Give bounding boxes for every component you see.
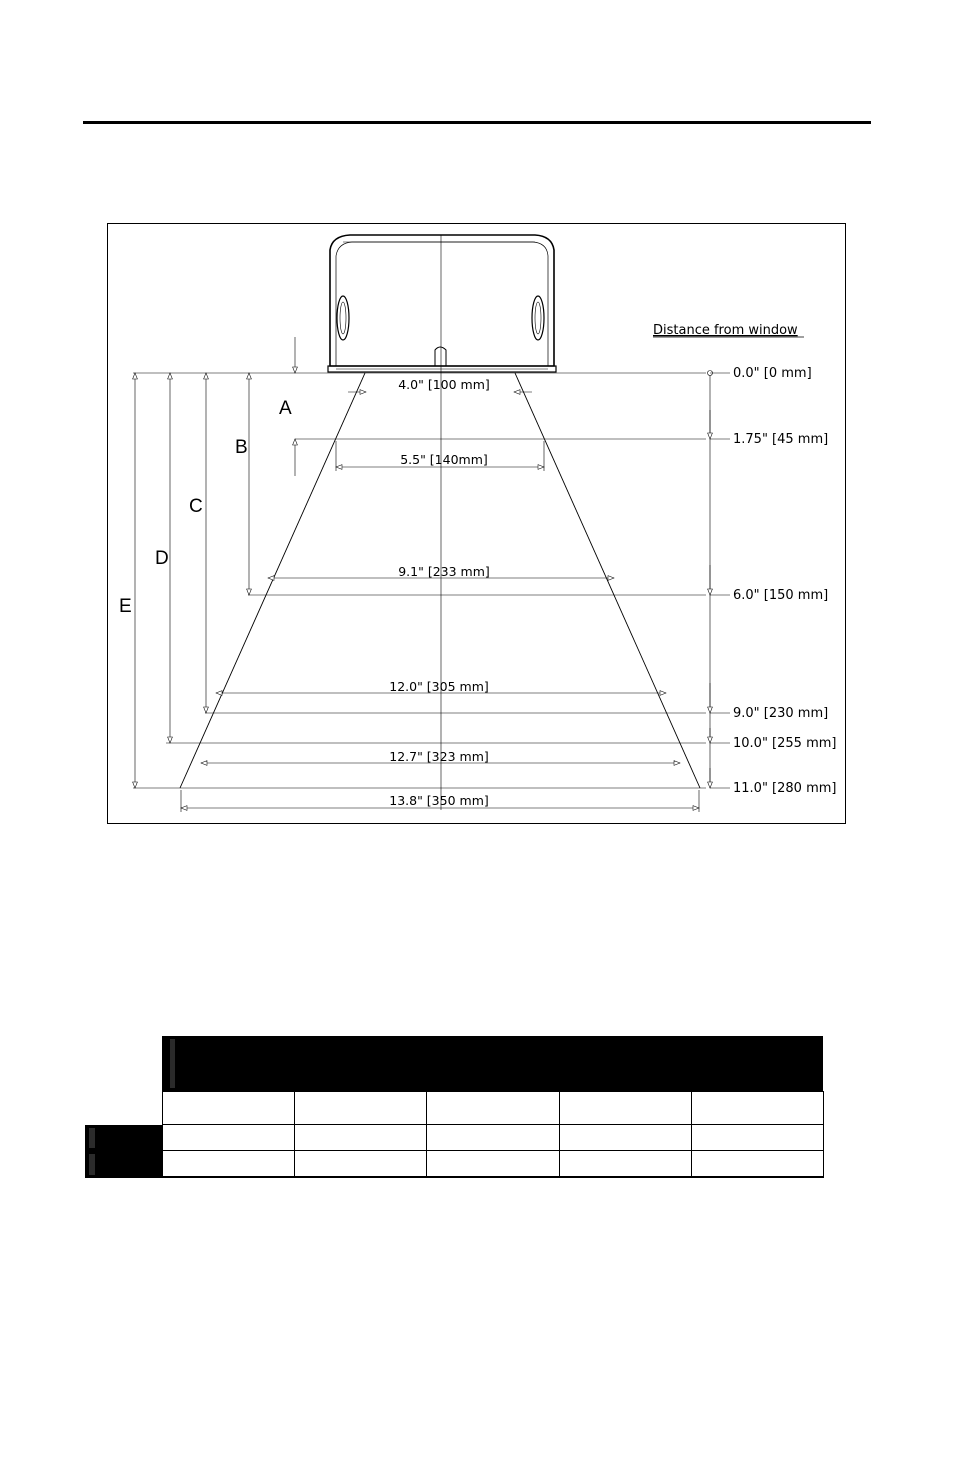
table-cell: [559, 1151, 691, 1178]
range-letter-b: B: [235, 437, 248, 458]
table-cell: [691, 1125, 824, 1151]
table-cell: [426, 1125, 558, 1151]
row-header-accent: [89, 1128, 95, 1148]
dimension-lines: [133, 235, 730, 812]
row-header-accent: [89, 1154, 95, 1175]
table-corner-cell: [85, 1091, 162, 1125]
distance-label-4: 10.0" [255 mm]: [733, 736, 837, 751]
table-cell: [559, 1125, 691, 1151]
width-label-3: 12.0" [305 mm]: [389, 679, 489, 694]
distance-label-1: 1.75" [45 mm]: [733, 432, 829, 447]
table-cell: [294, 1151, 426, 1178]
width-label-2: 9.1" [233 mm]: [398, 564, 490, 579]
table-column-header: [162, 1091, 294, 1125]
table-header-accent: [170, 1039, 175, 1088]
table-row-header: [85, 1151, 162, 1178]
width-label-1: 5.5" [140mm]: [400, 452, 488, 467]
table-cell: [162, 1151, 294, 1178]
table-row: [85, 1151, 824, 1178]
range-letter-a: A: [279, 398, 292, 419]
table-cell: [294, 1125, 426, 1151]
table-column-header: [691, 1091, 824, 1125]
distance-label-0: 0.0" [0 mm]: [733, 366, 812, 381]
table-cell: [162, 1125, 294, 1151]
table-column-header: [294, 1091, 426, 1125]
distance-label-3: 9.0" [230 mm]: [733, 706, 829, 721]
scanner-device-icon: [328, 235, 556, 372]
distance-label-5: 11.0" [280 mm]: [733, 781, 837, 796]
table-header: [162, 1036, 823, 1091]
table-column-header-row: [85, 1091, 824, 1125]
width-label-5: 13.8" [350 mm]: [389, 793, 489, 808]
table-column-header: [559, 1091, 691, 1125]
width-label-4: 12.7" [323 mm]: [389, 749, 489, 764]
table-cell: [691, 1151, 824, 1178]
range-letter-c: C: [189, 496, 203, 517]
width-label-0: 4.0" [100 mm]: [398, 377, 490, 392]
table-row-header: [85, 1125, 162, 1151]
table-row: [85, 1125, 824, 1151]
range-letter-e: E: [119, 596, 132, 617]
table-cell: [426, 1151, 558, 1178]
range-table: [85, 1036, 824, 1179]
table-column-header: [426, 1091, 558, 1125]
distance-legend-title: Distance from window: [653, 323, 798, 338]
range-letter-d: D: [155, 548, 169, 569]
distance-label-2: 6.0" [150 mm]: [733, 588, 829, 603]
